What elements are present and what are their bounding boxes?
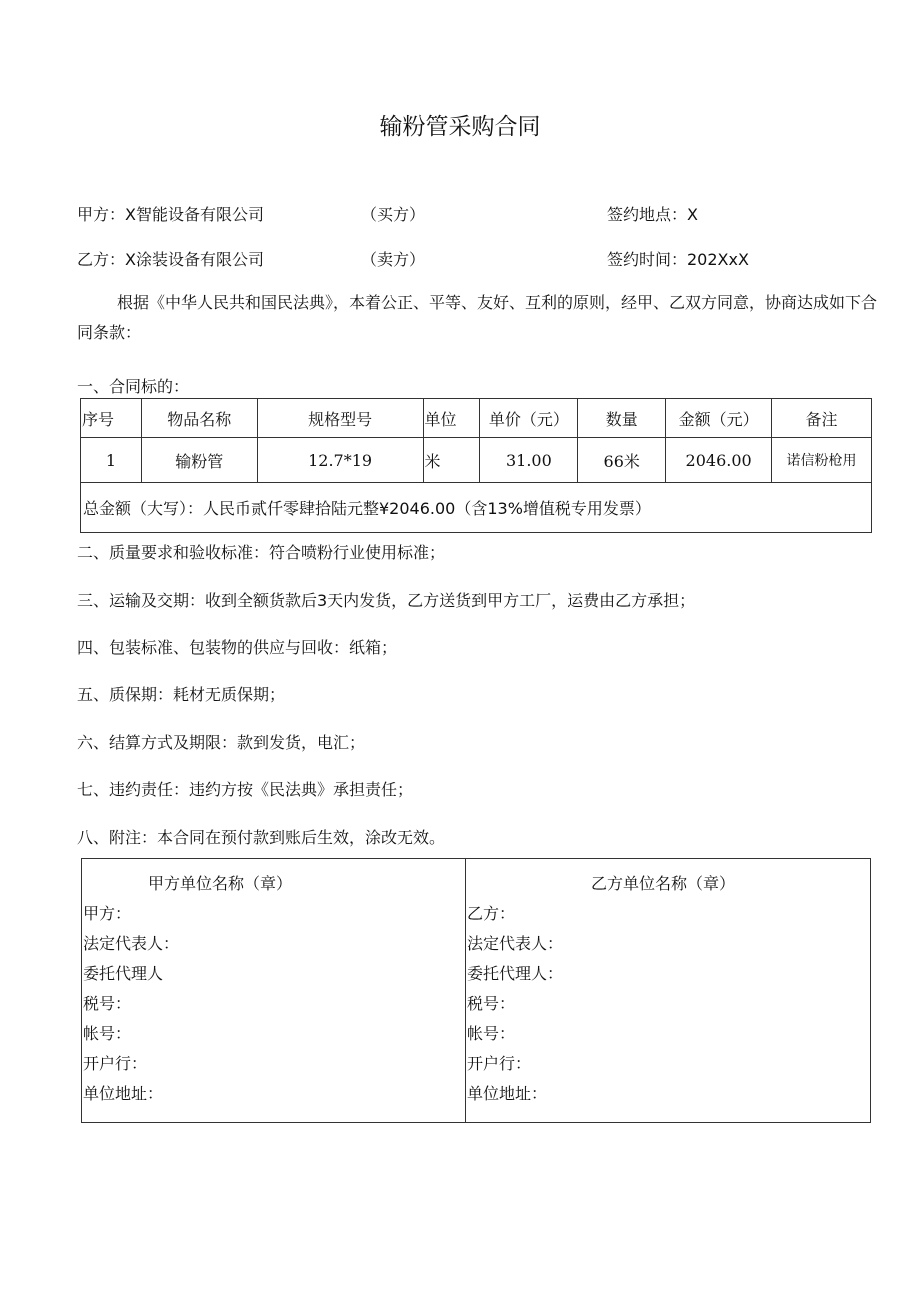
header-cell: 单价（元） <box>480 399 578 438</box>
buyer-field: 法定代表人： <box>83 934 180 953</box>
section-2: 二、质量要求和验收标准：符合喷粉行业使用标准； <box>77 543 446 562</box>
seller-role: （卖方） <box>361 250 426 269</box>
table-cell: 12.7*19 <box>257 438 423 483</box>
table-total-row <box>81 483 872 533</box>
section-5: 五、质保期：耗材无质保期； <box>77 685 286 704</box>
buyer-field: 税号： <box>83 994 132 1013</box>
seller-field: 乙方： <box>467 904 516 923</box>
section-1-title: 一、合同标的： <box>77 377 190 396</box>
page-title: 输粉管采购合同 <box>379 114 541 140</box>
buyer-field: 单位地址： <box>83 1084 164 1103</box>
header-cell: 金额（元） <box>666 399 772 438</box>
table-cell: 诺信粉枪用 <box>772 438 872 483</box>
buyer-signature-header: 甲方单位名称（章） <box>148 874 293 893</box>
buyer-field: 甲方： <box>83 904 132 923</box>
table-row <box>81 438 872 483</box>
table-cell: 1 <box>81 438 142 483</box>
seller-field: 委托代理人： <box>467 964 564 983</box>
total-amount: 总金额（大写）：人民币贰仟零肆拾陆元整¥2046.00（含13%增值税专用发票） <box>81 483 872 533</box>
seller-row <box>77 247 877 271</box>
header-cell: 备注 <box>772 399 872 438</box>
header-cell: 规格型号 <box>257 399 423 438</box>
table-header-row <box>81 399 872 438</box>
section-4: 四、包装标准、包装物的供应与回收：纸箱； <box>77 638 398 657</box>
header-cell: 数量 <box>578 399 666 438</box>
buyer-role: （买方） <box>361 205 426 224</box>
seller-field: 单位地址： <box>467 1084 548 1103</box>
section-8: 八、附注：本合同在预付款到账后生效，涂改无效。 <box>77 828 446 847</box>
header-cell: 单位 <box>423 399 480 438</box>
table-cell: 米 <box>423 438 480 483</box>
seller-field: 税号： <box>467 994 516 1013</box>
table-cell: 输粉管 <box>141 438 257 483</box>
buyer-field: 开户行： <box>83 1054 148 1073</box>
signature-box <box>81 858 871 1123</box>
section-3: 三、运输及交期：收到全额货款后3天内发货，乙方送货到甲方工厂，运费由乙方承担； <box>77 591 696 610</box>
table-cell: 31.00 <box>480 438 578 483</box>
items-table <box>80 398 872 533</box>
buyer-signature-column <box>82 859 466 1122</box>
buyer-field: 帐号： <box>83 1024 132 1043</box>
sign-time: 签约时间：202XxX <box>607 250 749 269</box>
seller-signature-column <box>466 859 870 1122</box>
section-7: 七、违约责任：违约方按《民法典》承担责任； <box>77 780 414 799</box>
section-6: 六、结算方式及期限：款到发货，电汇； <box>77 733 366 752</box>
seller-signature-header: 乙方单位名称（章） <box>591 874 736 893</box>
buyer-field: 委托代理人 <box>83 964 164 983</box>
table-cell: 2046.00 <box>666 438 772 483</box>
buyer-name: 甲方：X智能设备有限公司 <box>77 205 264 224</box>
seller-name: 乙方：X涂装设备有限公司 <box>77 250 264 269</box>
intro-paragraph: 根据《中华人民共和国民法典》，本着公正、平等、友好、互利的原则，经甲、乙双方同意，协商达成如下合同条款： <box>77 293 878 342</box>
buyer-row <box>77 202 877 226</box>
seller-field: 法定代表人： <box>467 934 564 953</box>
sign-place: 签约地点：X <box>607 205 698 224</box>
header-cell: 序号 <box>81 399 142 438</box>
seller-field: 帐号： <box>467 1024 516 1043</box>
table-cell: 66米 <box>578 438 666 483</box>
seller-field: 开户行： <box>467 1054 532 1073</box>
header-cell: 物品名称 <box>141 399 257 438</box>
